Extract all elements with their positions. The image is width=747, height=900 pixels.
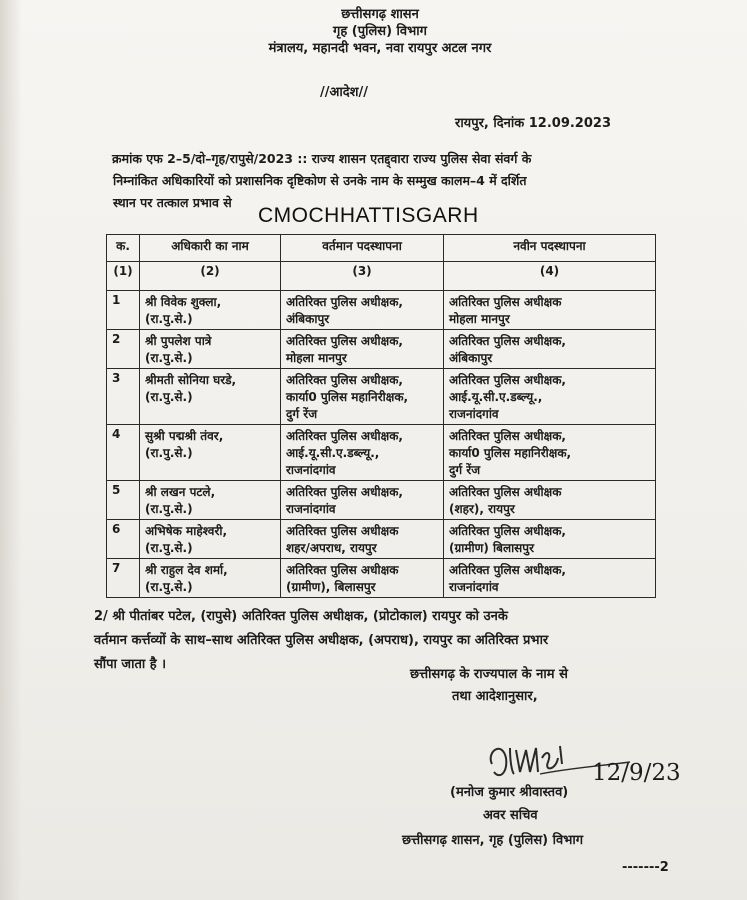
cell-sn bbox=[107, 520, 140, 559]
cell-new-posting-line: राजनांदगांव bbox=[449, 580, 499, 594]
cell-officer-name-line: (रा.पु.से.) bbox=[145, 312, 193, 326]
order-title: //आदेश// bbox=[320, 85, 369, 100]
page-edge-shadow bbox=[0, 0, 22, 900]
col-num-3: (3) bbox=[281, 262, 444, 291]
col-num-1: (1) bbox=[107, 262, 140, 291]
table-row bbox=[107, 291, 656, 330]
cell-new-posting-line: अतिरिक्त पुलिस अधीक्षक, bbox=[449, 563, 566, 577]
cell-new-posting-line: (ग्रामीण) बिलासपुर bbox=[449, 541, 535, 555]
watermark-text: CMOCHHATTISGARH bbox=[258, 204, 479, 227]
cell-sn bbox=[107, 330, 140, 369]
cell-officer-name-line: श्रीमती सोनिया घरडे, bbox=[145, 373, 237, 387]
cell-current-posting-line: अतिरिक्त पुलिस अधीक्षक bbox=[286, 563, 399, 577]
cell-officer-name-line: (रा.पु.से.) bbox=[145, 390, 193, 404]
cell-officer-name bbox=[140, 425, 281, 481]
cell-current-posting-line: (ग्रामीण), बिलासपुर bbox=[286, 580, 376, 594]
cell-current-posting bbox=[281, 291, 444, 330]
signature-date: 12/9/23 bbox=[592, 760, 681, 786]
cell-officer-name-line: श्री विवेक शुक्ला, bbox=[145, 295, 222, 309]
cell-current-posting-line: आई.यू.सी.ए.डब्ल्यू., bbox=[286, 446, 380, 460]
cell-sn bbox=[107, 369, 140, 425]
cell-new-posting-line: दुर्ग रेंज bbox=[449, 463, 481, 477]
cell-officer-name bbox=[140, 291, 281, 330]
cell-sn-line: 6 bbox=[112, 522, 121, 536]
cell-new-posting bbox=[444, 291, 656, 330]
place-date: रायपुर, दिनांक 12.09.2023 bbox=[455, 116, 611, 131]
cell-current-posting-line: अतिरिक्त पुलिस अधीक्षक, bbox=[286, 295, 403, 309]
table-row bbox=[107, 559, 656, 598]
cell-sn bbox=[107, 481, 140, 520]
header-current-posting: वर्तमान पदस्थापना bbox=[281, 235, 444, 262]
cell-officer-name-line: (रा.पु.से.) bbox=[145, 541, 193, 555]
cell-officer-name-line: सुश्री पद्मश्री तंवर, bbox=[145, 429, 224, 443]
cell-officer-name-line: श्री राहुल देव शर्मा, bbox=[145, 563, 228, 577]
para2-line-2: वर्तमान कर्त्तव्यों के साथ–साथ अतिरिक्त पुलिस अधीक्षक, (अपराध), रायपुर का अतिरिक्त प्रभार bbox=[94, 633, 549, 648]
cell-current-posting-line: राजनांदगांव bbox=[286, 463, 336, 477]
cell-new-posting bbox=[444, 330, 656, 369]
cell-officer-name bbox=[140, 369, 281, 425]
authority-line-2: तथा आदेशानुसार, bbox=[452, 689, 538, 704]
cell-current-posting bbox=[281, 520, 444, 559]
cell-sn bbox=[107, 559, 140, 598]
cell-new-posting-line: अतिरिक्त पुलिस अधीक्षक, bbox=[449, 429, 566, 443]
para2-line-1: 2/ श्री पीतांबर पटेल, (रापुसे) अतिरिक्त पुलिस अधीक्षक, (प्रोटोकाल) रायपुर को उनके bbox=[94, 609, 508, 624]
cell-current-posting-line: कार्या0 पुलिस महानिरीक्षक, bbox=[286, 390, 409, 404]
header-officer-name: अधिकारी का नाम bbox=[140, 235, 281, 262]
cell-new-posting bbox=[444, 559, 656, 598]
signatory-department: छत्तीसगढ़ शासन, गृह (पुलिस) विभाग bbox=[402, 833, 584, 848]
cell-officer-name-line: (रा.पु.से.) bbox=[145, 502, 193, 516]
cell-sn-line: 2 bbox=[112, 332, 121, 346]
cell-sn-line: 1 bbox=[112, 293, 121, 307]
cell-new-posting bbox=[444, 369, 656, 425]
cell-current-posting-line: अतिरिक्त पुलिस अधीक्षक, bbox=[286, 373, 403, 387]
cell-officer-name-line: (रा.पु.से.) bbox=[145, 446, 193, 460]
table-row bbox=[107, 425, 656, 481]
authority-line-1: छत्तीसगढ़ के राज्यपाल के नाम से bbox=[410, 667, 568, 682]
cell-new-posting-line: अतिरिक्त पुलिस अधीक्षक, bbox=[449, 524, 566, 538]
postings-table bbox=[106, 234, 656, 598]
cell-officer-name bbox=[140, 481, 281, 520]
cell-new-posting-line: मोहला मानपुर bbox=[449, 312, 510, 326]
cell-new-posting bbox=[444, 425, 656, 481]
cell-new-posting-line: अतिरिक्त पुलिस अधीक्षक, bbox=[449, 334, 566, 348]
cell-new-posting-line: अतिरिक्त पुलिस अधीक्षक, bbox=[449, 373, 566, 387]
cell-current-posting-line: दुर्ग रेंज bbox=[286, 407, 318, 421]
cell-new-posting bbox=[444, 481, 656, 520]
cell-new-posting-line: अतिरिक्त पुलिस अधीक्षक bbox=[449, 485, 562, 499]
signatory-name: (मनोज कुमार श्रीवास्तव) bbox=[450, 785, 569, 800]
para2-line-3: सौंपा जाता है । bbox=[94, 657, 167, 672]
cell-current-posting-line: अतिरिक्त पुलिस अधीक्षक, bbox=[286, 429, 403, 443]
cell-new-posting-line: (शहर), रायपुर bbox=[449, 502, 515, 516]
cell-officer-name bbox=[140, 330, 281, 369]
cell-officer-name bbox=[140, 520, 281, 559]
cell-sn-line: 3 bbox=[112, 371, 121, 385]
col-num-2: (2) bbox=[140, 262, 281, 291]
cell-sn bbox=[107, 291, 140, 330]
table-row bbox=[107, 369, 656, 425]
cell-new-posting-line: अतिरिक्त पुलिस अधीक्षक bbox=[449, 295, 562, 309]
cell-sn-line: 7 bbox=[112, 561, 121, 575]
cell-new-posting-line: आई.यू.सी.ए.डब्ल्यू., bbox=[449, 390, 543, 404]
table-row bbox=[107, 520, 656, 559]
intro-line-2: निम्नांकित अधिकारियों को प्रशासनिक दृष्टिकोण से उनके नाम के सम्मुख कालम–4 में दर्शित bbox=[113, 173, 527, 188]
intro-line-1: क्रमांक एफ 2–5/दो–गृह/रापुसे/2023 :: राज्य शासन एतद्द्वारा राज्य पुलिस सेवा संवर्ग के bbox=[112, 151, 532, 166]
cell-sn-line: 5 bbox=[112, 483, 121, 497]
table-row bbox=[107, 330, 656, 369]
cell-new-posting-line: राजनांदगांव bbox=[449, 407, 499, 421]
cell-new-posting bbox=[444, 520, 656, 559]
signatory-designation: अवर सचिव bbox=[483, 808, 538, 823]
cell-current-posting-line: राजनांदगांव bbox=[286, 502, 336, 516]
cell-new-posting-line: कार्या0 पुलिस महानिरीक्षक, bbox=[449, 446, 572, 460]
cell-current-posting bbox=[281, 559, 444, 598]
cell-sn bbox=[107, 425, 140, 481]
cell-current-posting-line: अंबिकापुर bbox=[286, 312, 330, 326]
page-continuation: -------2 bbox=[622, 860, 669, 875]
cell-current-posting-line: मोहला मानपुर bbox=[286, 351, 347, 365]
cell-sn-line: 4 bbox=[112, 427, 121, 441]
cell-current-posting-line: अतिरिक्त पुलिस अधीक्षक bbox=[286, 524, 399, 538]
cell-current-posting-line: अतिरिक्त पुलिस अधीक्षक, bbox=[286, 485, 403, 499]
column-number-row bbox=[107, 262, 656, 291]
cell-current-posting bbox=[281, 481, 444, 520]
cell-current-posting-line: अतिरिक्त पुलिस अधीक्षक, bbox=[286, 334, 403, 348]
col-num-4: (4) bbox=[444, 262, 656, 291]
cell-officer-name bbox=[140, 559, 281, 598]
cell-officer-name-line: श्री लखन पटले, bbox=[145, 485, 216, 499]
cell-new-posting-line: अंबिकापुर bbox=[449, 351, 493, 365]
header-government: छत्तीसगढ़ शासन bbox=[341, 7, 419, 22]
cell-current-posting-line: शहर/अपराध, रायपुर bbox=[286, 541, 377, 555]
cell-officer-name-line: अभिषेक माहेश्वरी, bbox=[145, 524, 228, 538]
intro-line-3: स्थान पर तत्काल प्रभाव से bbox=[113, 195, 232, 210]
cell-current-posting bbox=[281, 330, 444, 369]
cell-officer-name-line: श्री पुपलेश पात्रे bbox=[145, 334, 212, 348]
cell-officer-name-line: (रा.पु.से.) bbox=[145, 580, 193, 594]
cell-officer-name-line: (रा.पु.से.) bbox=[145, 351, 193, 365]
cell-current-posting bbox=[281, 369, 444, 425]
header-sn: क. bbox=[107, 235, 140, 262]
header-new-posting: नवीन पदस्थापना bbox=[444, 235, 656, 262]
table-row bbox=[107, 481, 656, 520]
cell-current-posting bbox=[281, 425, 444, 481]
header-address: मंत्रालय, महानदी भवन, नवा रायपुर अटल नगर bbox=[268, 41, 492, 56]
table-header-row bbox=[107, 235, 656, 262]
header-department: गृह (पुलिस) विभाग bbox=[333, 24, 427, 39]
